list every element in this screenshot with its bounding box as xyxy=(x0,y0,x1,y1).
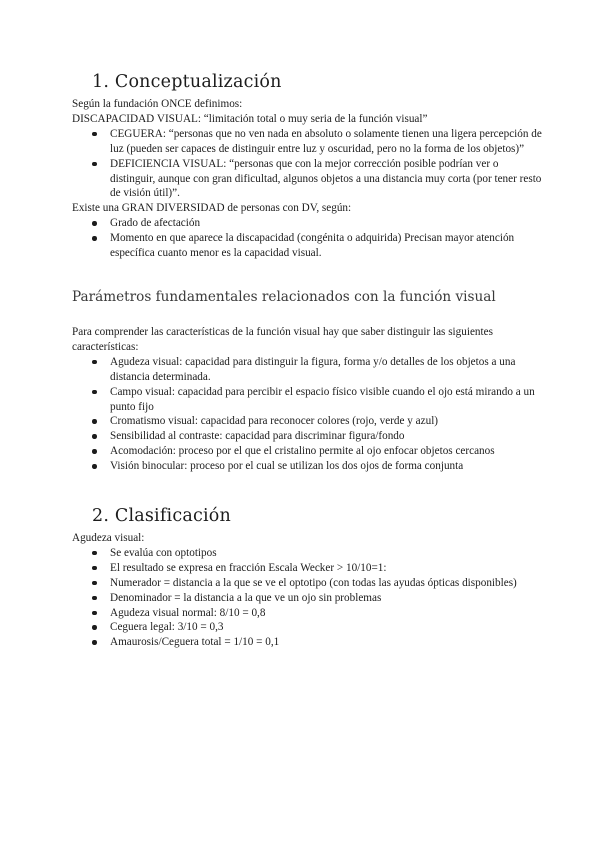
section-2-intro: Agudeza visual: xyxy=(72,532,145,544)
parametros-intro: Para comprender las características de la función visual hay que saber distinguir las siguientes características: xyxy=(72,326,493,353)
list-item: El resultado se expresa en fracción Escala Wecker > 10/10=1: xyxy=(72,561,542,576)
section-1-body xyxy=(72,97,542,261)
section-2-body xyxy=(72,531,542,650)
diversity-list xyxy=(72,216,542,261)
list-item: Campo visual: capacidad para percibir el espacio físico visible cuando el ojo está mirando a un punto fijo xyxy=(72,385,542,415)
list-item: Ceguera legal: 3/10 = 0,3 xyxy=(72,620,542,635)
diversity-intro: Existe una GRAN DIVERSIDAD de personas con DV, según: xyxy=(72,202,352,215)
list-item: DEFICIENCIA VISUAL: “personas que con la mejor corrección posible podrían ver o distinguir, aunque con gran dificultad, algunos objetos a una distancia muy corta (por tener resto de visión útil)”. xyxy=(72,157,542,202)
section-1-definition: DISCAPACIDAD VISUAL: “limitación total o muy seria de la función visual” xyxy=(72,112,428,125)
section-1-intro: Según la fundación ONCE definimos: xyxy=(72,98,243,110)
list-item: Momento en que aparece la discapacidad (congénita o adquirida) Precisan mayor atención específica cuanto menor es la capacidad visual. xyxy=(72,231,542,261)
list-item: Se evalúa con optotipos xyxy=(72,546,542,561)
types-list xyxy=(72,127,542,202)
parametros-title: Parámetros fundamentales relacionados con la función visual xyxy=(72,289,496,305)
list-item: Numerador = distancia a la que se ve el optotipo (con todas las ayudas ópticas disponibles) xyxy=(72,576,542,591)
list-item: Grado de afectación xyxy=(72,216,542,231)
list-item: Cromatismo visual: capacidad para reconocer colores (rojo, verde y azul) xyxy=(72,414,542,429)
clasificacion-list xyxy=(72,546,542,650)
list-item: CEGUERA: “personas que no ven nada en absoluto o solamente tienen una ligera percepción de luz (pueden ser capaces de distinguir entre luz y oscuridad, pero no la forma de los objetos)” xyxy=(72,127,542,157)
list-item: Sensibilidad al contraste: capacidad para discriminar figura/fondo xyxy=(72,429,542,444)
section-1-title: 1. Conceptualización xyxy=(92,72,282,92)
parametros-list xyxy=(72,355,542,474)
list-item: Amaurosis/Ceguera total = 1/10 = 0,1 xyxy=(72,635,542,650)
list-item: Agudeza visual: capacidad para distinguir la figura, forma y/o detalles de los objetos a una distancia determinada. xyxy=(72,355,542,385)
parametros-body xyxy=(72,325,542,474)
list-item: Agudeza visual normal: 8/10 = 0,8 xyxy=(72,606,542,621)
section-2-title: 2. Clasificación xyxy=(92,506,231,526)
list-item: Denominador = la distancia a la que ve un ojo sin problemas xyxy=(72,591,542,606)
list-item: Acomodación: proceso por el que el cristalino permite al ojo enfocar objetos cercanos xyxy=(72,444,542,459)
list-item: Visión binocular: proceso por el cual se utilizan los dos ojos de forma conjunta xyxy=(72,459,542,474)
